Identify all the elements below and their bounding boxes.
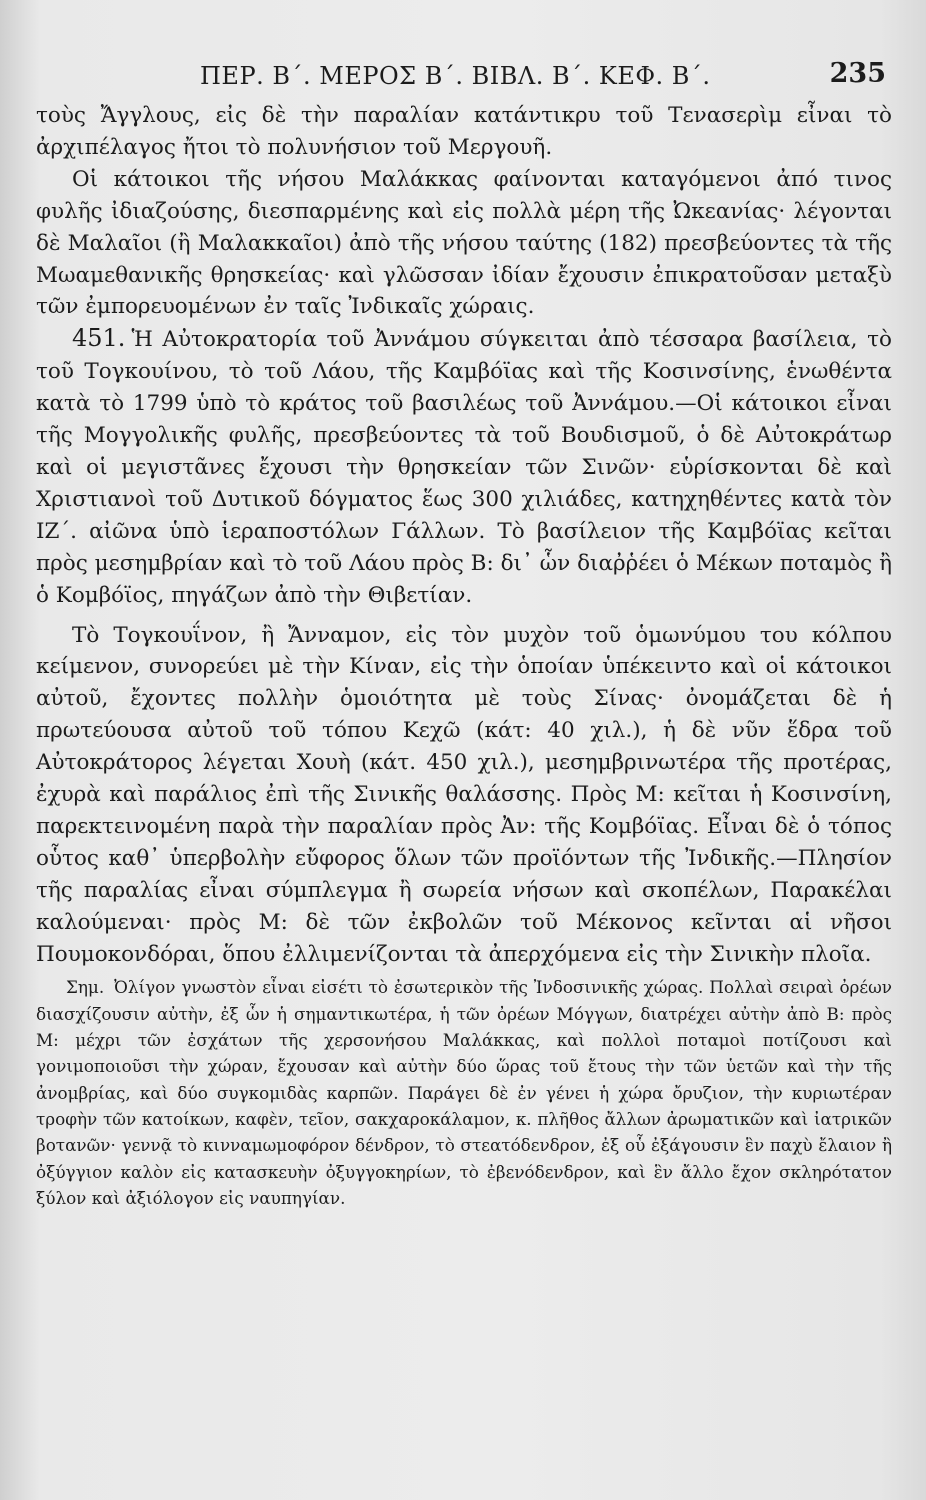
paragraph-malacca-inhabitants: Οἱ κάτοικοι τῆς νήσου Μαλάκκας φαίνονται καταγόμενοι ἀπό τινος φυλῆς ἰδιαζούσης, διεσπαρμένης καὶ εἰς πολλὰ μέρη τῆς Ὠκεανίας· λέγονται δὲ Μαλαῖοι (ἢ Μαλακκαῖοι) ἀπὸ τῆς νήσου ταύτης (182) πρεσβεύοντες τὰ τῆς Μωαμεθανικῆς θρησκείας· καὶ γλῶσσαν ἰδίαν ἔχουσιν ἐπικρατοῦσαν μεταξὺ τῶν ἐμπορευομένων ἐν ταῖς Ἰνδικαῖς χώραις. [36, 166, 892, 320]
paragraph-continuation: τοὺς Ἄγγλους, εἰς δὲ τὴν παραλίαν κατάντικρυ τοῦ Τενασερὶμ εἶναι τὸ ἀρχιπέλαγος ἤτοι τὸ πολυνήσιον τοῦ Μεργουῆ. [36, 103, 892, 160]
footnote-label: Σημ. [66, 977, 105, 998]
page-header [30, 58, 892, 98]
main-text [36, 100, 892, 1211]
footnote-text: Ὀλίγον γνωστὸν εἶναι εἰσέτι τὸ ἐσωτερικὸν τῆς Ἰνδοσινικῆς χώρας. Πολλαὶ σειραὶ ὀρέων διασχίζουσιν αὐτὴν, ἐξ ὧν ἡ σημαντικωτέρα, ἡ τῶν ὀρέων Μόγγων, διατρέχει αὐτὴν ἀπὸ Β: πρὸς Μ: μέχρι τῶν ἐσχάτων τῆς χερσονήσου Μαλάκκας, καὶ πολλοὶ ποταμοὶ ποτίζουσι καὶ γονιμοποιοῦσι τὴν χώραν, ἔχουσαν καὶ αὐτὴν δύο ὥρας τοῦ ἔτους τὴν τῶν ὑετῶν καὶ τὴν τῆς ἀνομβρίας, καὶ δύο συγκομιδὰς καρπῶν. Παράγει δὲ ἐν γένει ἡ χώρα ὄρυζιον, τὴν κυριωτέραν τροφὴν τῶν κατοίκων, καφὲν, τεῖον, σακχαροκάλαμον, κ. πλῆθος ἄλλων ἀρωματικῶν καὶ ἰατρικῶν βοτανῶν· γεννᾷ τὸ κινναμωμοφόρον δένδρον, τὸ στεατόδενδρον, ἐξ οὗ ἐξάγουσιν ἓν παχὺ ἔλαιον ἢ ὀξύγγιον καλὸν εἰς κατασκευὴν ὀξυγγοκηρίων, τὸ ἐβενόδενδρον, καὶ ἓν ἄλλο ἔχον σκληρότατον ξύλον καὶ ἀξιόλογον εἰς ναυπηγίαν. [36, 977, 892, 1208]
page-number: 235 [829, 58, 886, 89]
section-number: 451. [72, 324, 126, 353]
paragraph-section-451 [36, 323, 892, 611]
footnote [36, 974, 892, 1211]
paragraph-tonkin: Τὸ Τογκουΐνον, ἢ Ἄνναμον, εἰς τὸν μυχὸν τοῦ ὁμωνύμου του κόλπου κείμενον, συνορεύει μὲ τὴν Κίναν, εἰς τὴν ὁποίαν ὑπέκειντο καὶ οἱ κάτοικοι αὐτοῦ, ἔχοντες πολλὴν ὁμοιότητα μὲ τοὺς Σίνας· ὀνομάζεται δὲ ἡ πρωτεύουσα αὐτοῦ τοῦ τόπου Κεχῶ (κάτ: 40 χιλ.), ἡ δὲ νῦν ἕδρα τοῦ Αὐτοκράτορος λέγεται Χουὴ (κάτ. 450 χιλ.), μεσημβρινωτέρα τῆς προτέρας, ἐχυρὰ καὶ παράλιος ἐπὶ τῆς Σινικῆς θαλάσσης. Πρὸς Μ: κεῖται ἡ Κοσινσίνη, παρεκτεινομένη παρὰ τὴν παραλίαν πρὸς Ἀν: τῆς Κομβόϊας. Εἶναι δὲ ὁ τόπος οὗτος καθ᾽ ὑπερβολὴν εὔφορος ὅλων τῶν προϊόντων τῆς Ἰνδικῆς.—Πλησίον τῆς παραλίας εἶναι σύμπλεγμα ἢ σωρεία νήσων καὶ σκοπέλων, Παρακέλαι καλούμεναι· πρὸς Μ: δὲ τῶν ἐκβολῶν τοῦ Μέκονος κεῖνται αἱ νῆσοι Πουμοκονδόραι, ὅπου ἐλλιμενίζονται τὰ ἀπερχόμενα εἰς τὴν Σινικὴν πλοῖα. [36, 622, 892, 967]
running-title: ΠΕΡ. Β΄. ΜΕΡΟΣ Β΄. ΒΙΒΛ. Β΄. ΚΕΦ. Β΄. [200, 62, 711, 90]
section-451-text: Ἡ Αὐτοκρατορία τοῦ Ἀννάμου σύγκειται ἀπὸ τέσσαρα βασίλεια, τὸ τοῦ Τογκουίνου, τὸ τοῦ Λάου, τῆς Καμβόϊας καὶ τῆς Κοσινσίνης, ἑνωθέντα κατὰ τὸ 1799 ὑπὸ τὸ κράτος τοῦ βασιλέως τοῦ Ἀννάμου.—Οἱ κάτοικοι εἶναι τῆς Μογγολικῆς φυλῆς, πρεσβεύοντες τὰ τοῦ Βουδισμοῦ, ὁ δὲ Αὐτοκράτωρ καὶ οἱ μεγιστᾶνες ἔχουσι τὴν θρησκείαν τῶν Σινῶν· εὑρίσκονται δὲ καὶ Χριστιανοὶ τοῦ Δυτικοῦ δόγματος ἕως 300 χιλιάδες, κατηχηθέντες κατὰ τὸν ΙΖ΄. αἰῶνα ὑπὸ ἱεραποστόλων Γάλλων. Τὸ βασίλειον τῆς Καμβόϊας κεῖται πρὸς μεσημβρίαν καὶ τὸ τοῦ Λάου πρὸς Β: δι᾽ ὧν διαῤῥέει ὁ Μέκων ποταμὸς ἢ ὁ Κομβόϊος, πηγάζων ἀπὸ τὴν Θιβετίαν. [36, 327, 892, 608]
